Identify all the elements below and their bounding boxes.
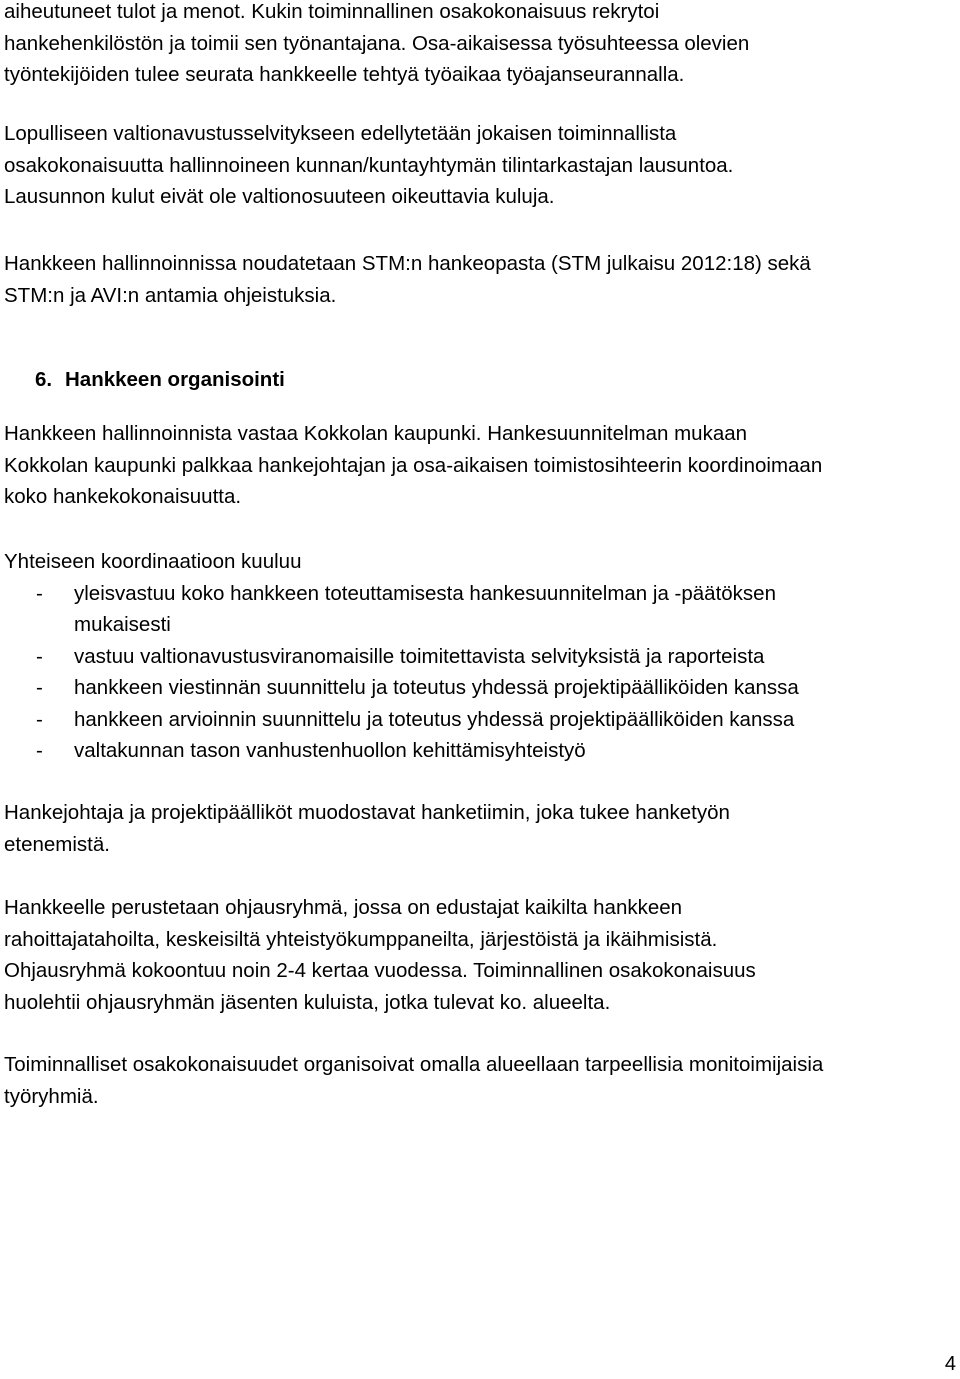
steering-group-paragraph (4, 892, 756, 1018)
text-line: rahoittajatahoilta, keskeisiltä yhteistyökumppaneilta, järjestöistä ja ikäihmisistä. (4, 927, 718, 951)
list-item (4, 672, 956, 704)
list-item (4, 641, 956, 673)
text-line: Lausunnon kulut eivät ole valtionosuuteen oikeuttavia kuluja. (4, 185, 555, 208)
section-heading (35, 364, 285, 396)
text-line: työntekijöiden tulee seurata hankkeelle tehtyä työaikaa työajanseurannalla. (4, 63, 685, 86)
team-paragraph (4, 797, 730, 860)
list-item-text: hankkeen viestinnän suunnittelu ja toteutus yhdessä projektipäälliköiden kanssa (74, 676, 799, 699)
text-line: huolehtii ohjausryhmän jäsenten kuluista, jotka tulevat ko. alueelta. (4, 990, 611, 1014)
list-item-continuation (4, 609, 956, 641)
text-line: Hankkeen hallinnoinnista vastaa Kokkolan kaupunki. Hankesuunnitelman mukaan (4, 422, 748, 445)
text-line: osakokonaisuutta hallinnoineen kunnan/kuntayhtymän tilintarkastajan lausuntoa. (4, 153, 734, 177)
text-line: Hankejohtaja ja projektipäälliköt muodostavat hanketiimin, joka tukee hanketyön (4, 801, 730, 824)
list-dash: - (36, 644, 43, 668)
coordination-intro: Yhteiseen koordinaatioon kuuluu (4, 550, 302, 573)
list-dash: - (36, 739, 43, 762)
list-item (4, 704, 956, 736)
text-line: STM:n ja AVI:n antamia ohjeistuksia. (4, 283, 337, 307)
administration-paragraph (4, 418, 822, 513)
text-line: koko hankekokonaisuutta. (4, 485, 242, 508)
page-number: 4 (944, 1353, 956, 1375)
section-number: 6. (35, 368, 53, 391)
coordination-section (4, 546, 956, 767)
text-line: Toiminnalliset osakokonaisuudet organisoivat omalla alueellaan tarpeellisia monitoimijaisia (4, 1053, 824, 1076)
text-line: Kokkolan kaupunki palkkaa hankejohtajan ja osa-aikaisen toimistosihteerin koordinoimaan (4, 453, 823, 477)
list-item-text: hankkeen arvioinnin suunnittelu ja toteutus yhdessä projektipäälliköiden kanssa (74, 707, 795, 731)
text-line: Lopulliseen valtionavustusselvitykseen edellytetään jokaisen toiminnallista (4, 122, 677, 145)
guidelines-paragraph (4, 248, 811, 311)
workgroups-paragraph (4, 1049, 823, 1112)
list-dash: - (36, 581, 43, 605)
intro-paragraph (4, 0, 749, 91)
final-report-paragraph (4, 118, 733, 213)
list-dash: - (36, 676, 43, 699)
list-item (4, 578, 956, 610)
text-line: Ohjausryhmä kokoontuu noin 2-4 kertaa vuodessa. Toiminnallinen osakokonaisuus (4, 959, 756, 982)
text-line: Hankkeelle perustetaan ohjausryhmä, jossa on edustajat kaikilta hankkeen (4, 896, 683, 919)
section-title: Hankkeen organisointi (65, 368, 285, 391)
list-item-text: mukaisesti (74, 613, 171, 636)
text-line: aiheutuneet tulot ja menot. Kukin toiminnallinen osakokonaisuus rekrytoi (4, 0, 660, 23)
list-item-text: valtakunnan tason vanhustenhuollon kehittämisyhteistyö (74, 739, 586, 762)
text-line: hankehenkilöstön ja toimii sen työnantajana. Osa-aikaisessa työsuhteessa olevien (4, 31, 750, 55)
list-item-text: vastuu valtionavustusviranomaisille toimitettavista selvityksistä ja raporteista (74, 644, 765, 668)
text-line: työryhmiä. (4, 1084, 99, 1108)
text-line: etenemistä. (4, 832, 110, 856)
list-item (4, 735, 956, 767)
list-item-text: yleisvastuu koko hankkeen toteuttamisesta hankesuunnitelman ja -päätöksen (74, 581, 776, 605)
list-dash: - (36, 707, 43, 731)
text-line: Hankkeen hallinnoinnissa noudatetaan STM:n hankeopasta (STM julkaisu 2012:18) sekä (4, 252, 811, 275)
